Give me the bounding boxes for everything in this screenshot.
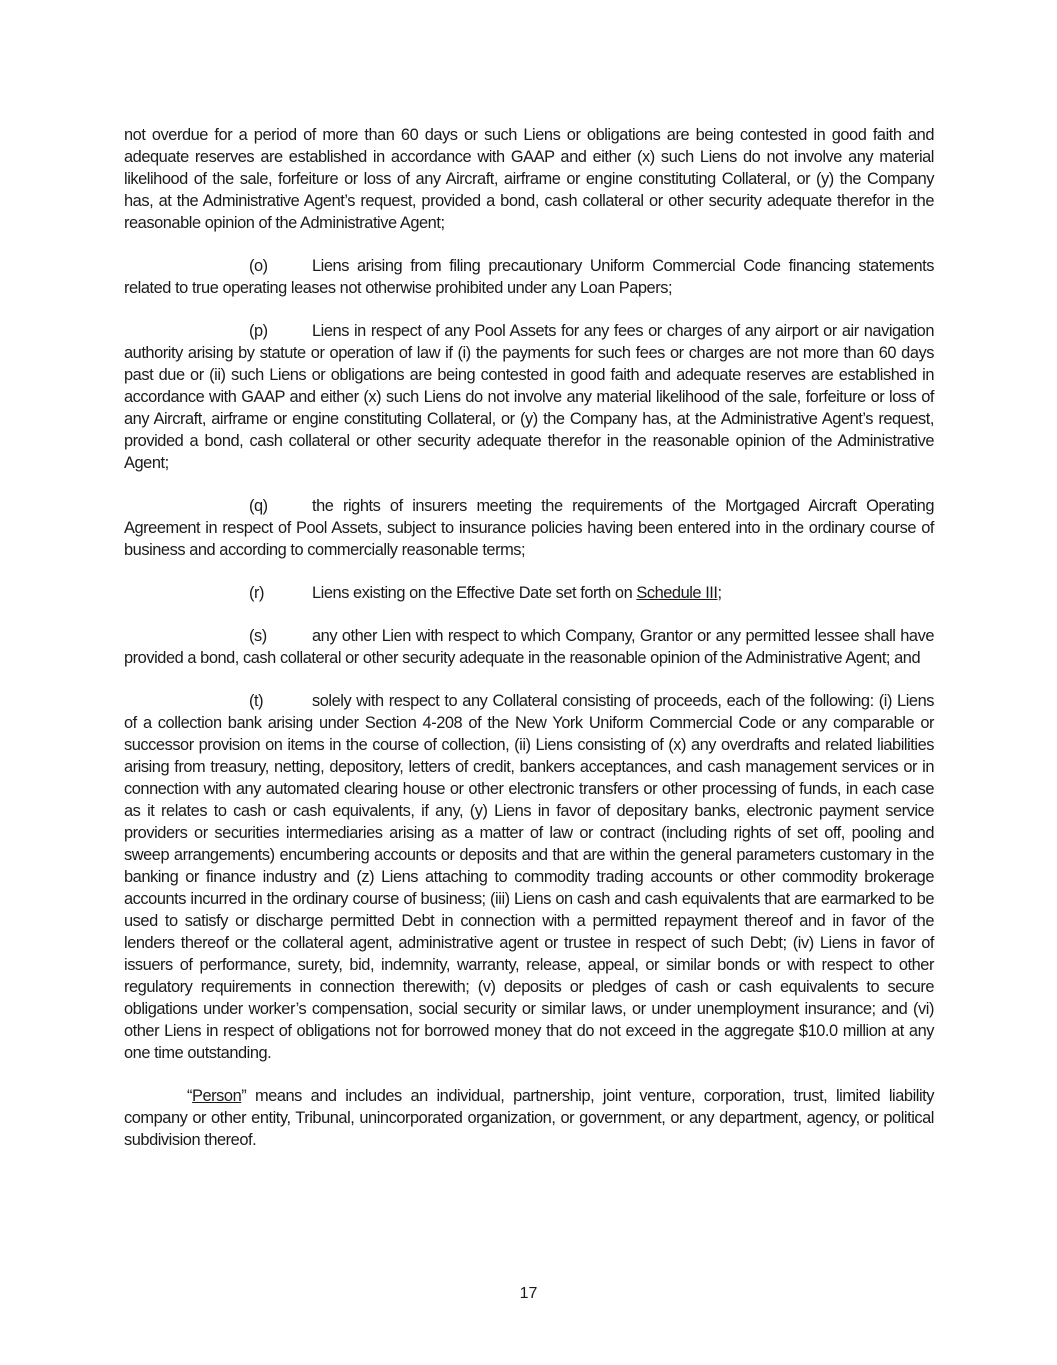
defined-term: Person [192,1087,242,1105]
clause-text: any other Lien with respect to which Company, Grantor or any permitted lessee shall have provided a bond, cash collateral or other security adequate in the reasonable opinion of the Administrative Agent; and [124,627,934,667]
close-quote: ” [241,1087,247,1105]
clause-marker: (t) [249,692,264,710]
clause-marker: (s) [249,627,267,645]
clause-marker: (p) [249,322,268,340]
clause-marker: (r) [249,584,265,602]
page-number: 17 [519,1285,538,1302]
clause-text-end: ; [717,584,722,602]
continuation-paragraph: not overdue for a period of more than 60 days or such Liens or obligations are being contested in good faith and adequate reserves are established in accordance with GAAP and either (x) such Liens do not involve any material likelihood of the sale, forfeiture or loss of any Aircraft, airframe or engine constituting Collateral, or (y) the Company has, at the Administrative Agent’s request, provided a bond, cash collateral or other security adequate therefor in the reasonable opinion of the Administrative Agent; [124,126,934,232]
definition-text: means and includes an individual, partnership, joint venture, corporation, trust, limited liability company or other entity, Tribunal, unincorporated organization, or government, or any department, agency, or political subdivision thereof. [124,1087,934,1149]
clause-q [124,495,934,561]
schedule-reference: Schedule III [636,584,718,602]
clause-r [124,582,934,604]
clause-t [124,690,934,1064]
clause-text: Liens in respect of any Pool Assets for any fees or charges of any airport or air navigation authority arising by statute or operation of law if (i) the payments for such fees or charges are not more than 60 days past due or (ii) such Liens or obligations are being contested in good faith and adequate reserves are established in accordance with GAAP and either (x) such Liens do not involve any material likelihood of the sale, forfeiture or loss of any Aircraft, airframe or engine constituting Collateral, or (y) the Company has, at the Administrative Agent’s request, provided a bond, cash collateral or other security adequate therefor in the reasonable opinion of the Administrative Agent; [124,322,934,472]
clause-marker: (o) [249,257,268,275]
clause-text: the rights of insurers meeting the requirements of the Mortgaged Aircraft Operating Agreement in respect of Pool Assets, subject to insurance policies having been entered into in the ordinary course of business and according to commercially reasonable terms; [124,497,934,559]
document-page [124,124,934,1172]
open-quote: “ [187,1087,193,1105]
clause-text: solely with respect to any Collateral consisting of proceeds, each of the following: (i) Liens of a collection bank arising under Section 4-208 of the New York Uniform Commercial Code or any comparable or successor provision on items in the course of collection, (ii) Liens consisting of (x) any overdrafts and related liabilities arising from treasury, netting, depository, letters of credit, bankers acceptances, and cash management services or in connection with any automated clearing house or other electronic transfers or other processing of funds, in each case as it relates to cash or cash equivalents, if any, (y) Liens in favor of depositary banks, electronic payment service providers or securities intermediaries arising as a matter of law or contract (including rights of set off, pooling and sweep arrangements) encumbering accounts or deposits and that are within the general parameters customary in the banking or finance industry and (z) Liens attaching to commodity trading accounts or other commodity brokerage accounts incurred in the ordinary course of business; (iii) Liens on cash and cash equivalents that are earmarked to be used to satisfy or discharge permitted Debt in connection with a permitted repayment thereof and in favor of the lenders thereof or the collateral agent, administrative agent or trustee in respect of such Debt; (iv) Liens in favor of issuers of performance, surety, bid, indemnity, warranty, release, appeal, or similar bonds or with respect to other regulatory requirements in connection therewith; (v) deposits or pledges of cash or cash equivalents to secure obligations under worker’s compensation, social security or similar laws, or under unemployment insurance; and (vi) other Liens in respect of obligations not for borrowed money that do not exceed in the aggregate $10.0 million at any one time outstanding. [124,692,934,1062]
person-definition [124,1085,934,1151]
clause-o [124,255,934,299]
clause-text: Liens existing on the Effective Date set forth on [312,584,637,602]
clause-text: Liens arising from filing precautionary Uniform Commercial Code financing statements related to true operating leases not otherwise prohibited under any Loan Papers; [124,257,934,297]
clause-p [124,320,934,474]
clause-marker: (q) [249,497,268,515]
clause-s [124,625,934,669]
